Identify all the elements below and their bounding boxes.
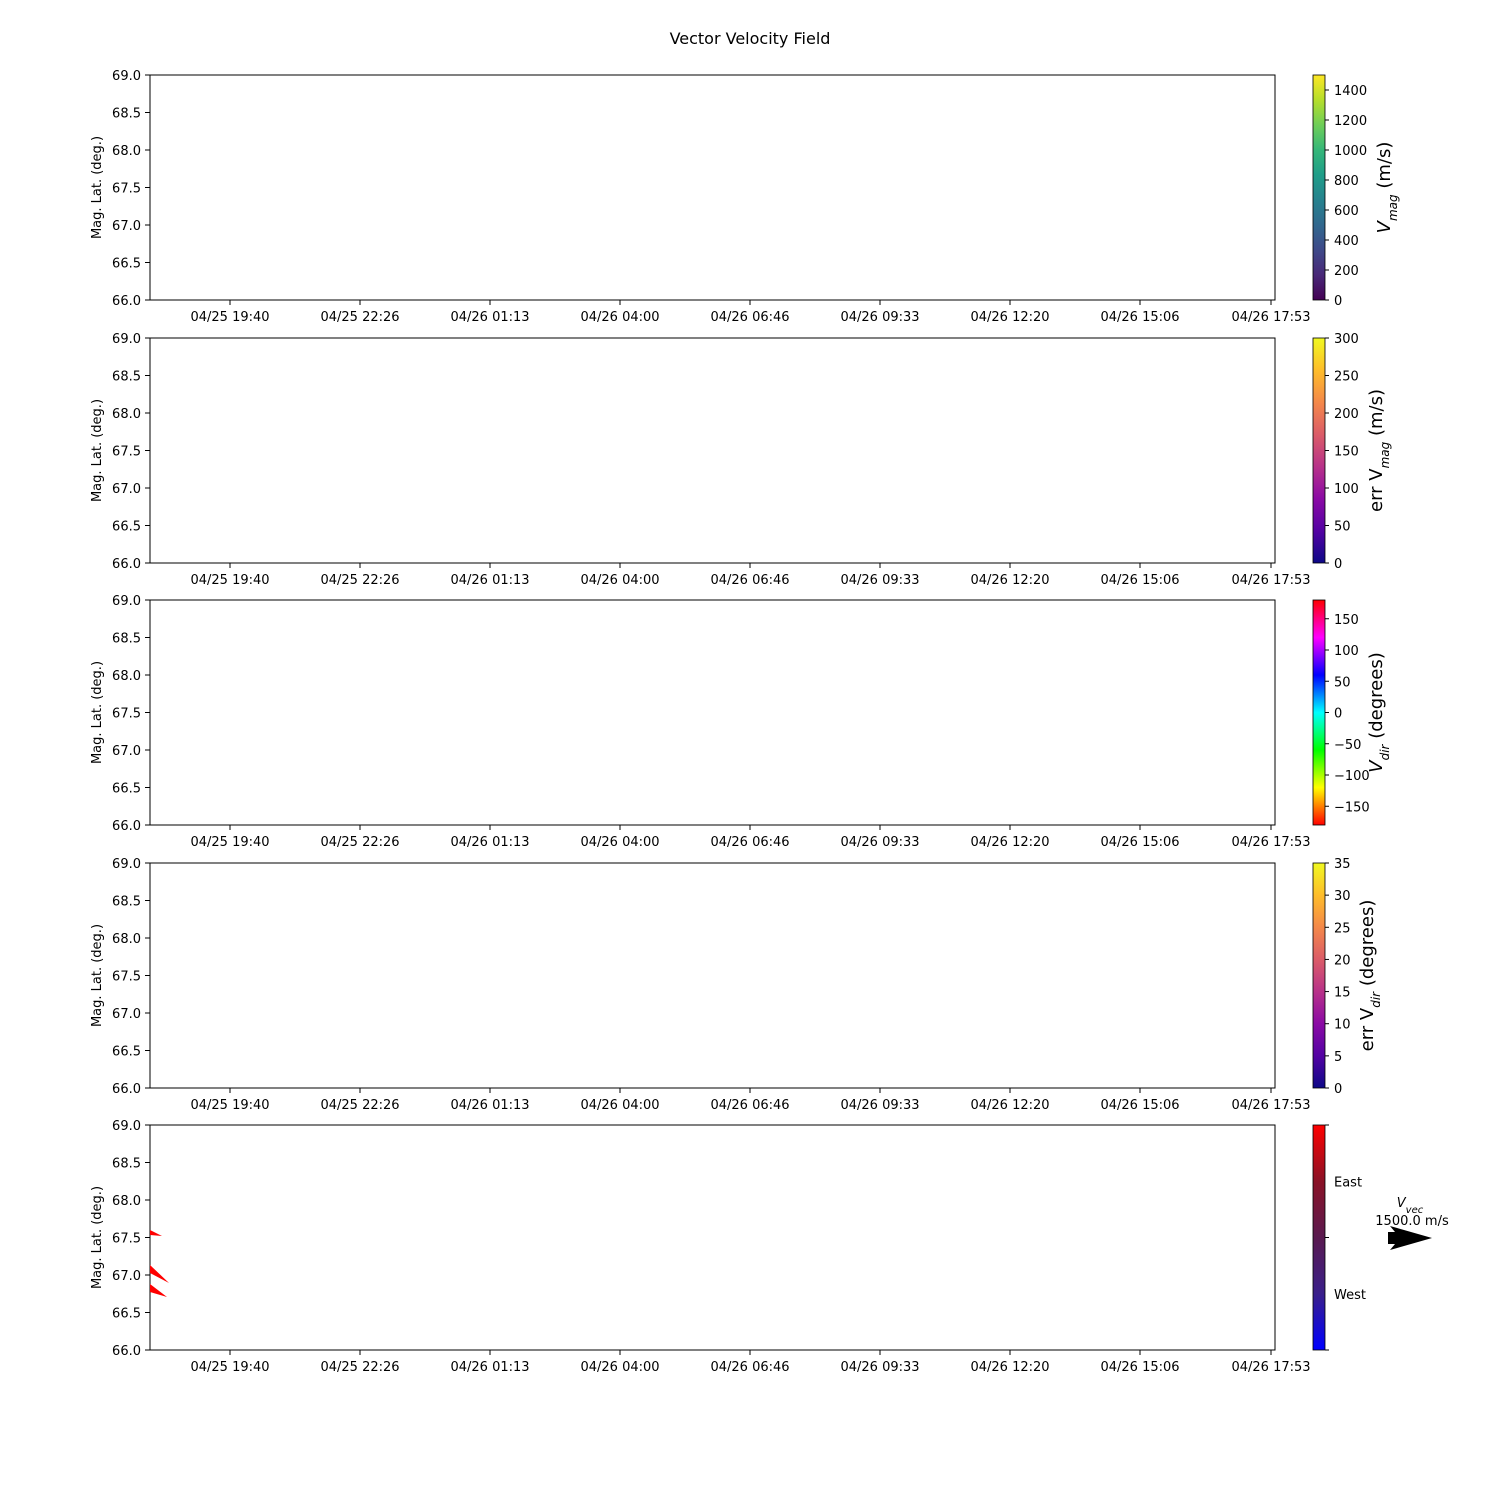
- colorbar-label-main: err V: [1357, 1007, 1378, 1052]
- colorbar-tick-label: 0: [1334, 1082, 1343, 1097]
- x-tick-label: 04/26 17:53: [1231, 1098, 1311, 1113]
- y-tick-label: 68.5: [112, 106, 141, 122]
- x-tick-label: 04/26 17:53: [1231, 835, 1311, 850]
- y-tick-label: 69.0: [112, 594, 141, 609]
- colorbar-tick-label: −100: [1334, 769, 1370, 784]
- y-tick-label: 66.0: [112, 294, 141, 309]
- y-tick-label: 69.0: [112, 332, 141, 347]
- x-tick-label: 04/26 06:46: [710, 1360, 790, 1375]
- colorbar-tick-label: 0: [1334, 706, 1343, 722]
- x-tick-label: 04/26 15:06: [1100, 835, 1180, 850]
- reference-vector-label: 1500.0 m/s: [1375, 1214, 1449, 1229]
- colorbar-tick-label: 1200: [1334, 114, 1368, 129]
- x-tick-label: 04/26 06:46: [710, 835, 790, 850]
- x-tick-label: 04/26 01:13: [450, 835, 530, 850]
- x-tick-label: 04/26 12:20: [970, 310, 1050, 325]
- y-axis-label: Mag. Lat. (deg.): [90, 135, 105, 240]
- plot-area: [150, 338, 1275, 563]
- y-tick-label: 69.0: [112, 69, 141, 84]
- y-tick-label: 66.0: [112, 819, 141, 834]
- colorbar-label-sub: mag: [1378, 441, 1392, 469]
- colorbar: [1313, 600, 1325, 825]
- y-tick-label: 68.0: [112, 932, 141, 947]
- x-tick-label: 04/26 06:46: [710, 573, 790, 588]
- x-tick-label: 04/26 04:00: [580, 1098, 660, 1113]
- colorbar-tick-label: 1000: [1334, 144, 1368, 159]
- colorbar-label-unit: (degrees): [1366, 652, 1387, 745]
- colorbar-tick-label: West: [1334, 1287, 1366, 1303]
- y-tick-label: 67.0: [112, 219, 141, 234]
- colorbar-tick-label: 400: [1334, 234, 1359, 249]
- y-axis-label: Mag. Lat. (deg.): [90, 660, 105, 765]
- y-tick-label: 66.0: [112, 1082, 141, 1097]
- x-tick-label: 04/26 12:20: [970, 1098, 1050, 1113]
- colorbar-label: [1366, 652, 1392, 772]
- reference-vector: [1375, 1196, 1449, 1250]
- y-tick-label: 66.5: [112, 1044, 141, 1060]
- x-tick-label: 04/26 04:00: [580, 1360, 660, 1375]
- colorbar-tick-label: 100: [1334, 644, 1359, 659]
- plot-area: [150, 75, 1275, 300]
- colorbar-label-main: err V: [1366, 468, 1387, 513]
- colorbar-tick-label: −50: [1334, 737, 1362, 753]
- colorbar: [1313, 75, 1325, 300]
- colorbar-label-main: V: [1366, 760, 1387, 773]
- x-tick-label: 04/26 15:06: [1100, 310, 1180, 325]
- x-tick-label: 04/25 22:26: [320, 310, 400, 325]
- colorbar-tick-label: 30: [1334, 889, 1351, 905]
- y-tick-label: 67.5: [112, 181, 141, 197]
- y-tick-label: 68.5: [112, 631, 141, 647]
- reference-vector-arrow: [1388, 1226, 1432, 1250]
- x-tick-label: 04/25 19:40: [190, 835, 270, 850]
- colorbar: [1313, 338, 1325, 563]
- colorbar-label: [1374, 142, 1400, 234]
- colorbar-tick-label: 300: [1334, 332, 1359, 347]
- plot-area: [150, 600, 1275, 825]
- colorbar-label-unit: (m/s): [1374, 141, 1395, 195]
- figure-title: Vector Velocity Field: [669, 29, 831, 48]
- x-tick-label: 04/26 12:20: [970, 573, 1050, 588]
- colorbar: [1313, 1125, 1325, 1350]
- x-tick-label: 04/25 22:26: [320, 1360, 400, 1375]
- colorbar-tick-label: 800: [1334, 174, 1359, 189]
- colorbar-tick-label: 25: [1334, 921, 1351, 937]
- y-tick-label: 66.5: [112, 256, 141, 272]
- y-tick-label: 66.5: [112, 1306, 141, 1322]
- y-tick-label: 68.5: [112, 369, 141, 385]
- y-tick-label: 67.0: [112, 1007, 141, 1022]
- x-tick-label: 04/26 09:33: [840, 1098, 920, 1113]
- panel-1: [90, 69, 1400, 325]
- x-tick-label: 04/26 06:46: [710, 310, 790, 325]
- colorbar-tick-label: 10: [1334, 1017, 1351, 1033]
- colorbar-tick-label: 15: [1334, 985, 1351, 1001]
- x-tick-label: 04/26 01:13: [450, 1098, 530, 1113]
- colorbar-label-sub: dir: [1369, 991, 1383, 1008]
- y-tick-label: 66.5: [112, 519, 141, 535]
- y-tick-label: 66.5: [112, 781, 141, 797]
- y-tick-label: 69.0: [112, 1119, 141, 1134]
- y-tick-label: 68.0: [112, 1194, 141, 1209]
- colorbar-tick-label: −150: [1334, 800, 1370, 816]
- y-tick-label: 68.0: [112, 407, 141, 422]
- x-tick-label: 04/26 09:33: [840, 573, 920, 588]
- y-tick-label: 68.0: [112, 144, 141, 159]
- x-tick-label: 04/26 17:53: [1231, 573, 1311, 588]
- colorbar-tick-label: 50: [1334, 519, 1351, 535]
- x-tick-label: 04/25 19:40: [190, 573, 270, 588]
- colorbar-label-unit: (m/s): [1366, 388, 1387, 442]
- x-tick-label: 04/26 15:06: [1100, 1098, 1180, 1113]
- colorbar-tick-label: East: [1334, 1175, 1363, 1191]
- x-tick-label: 04/26 01:13: [450, 1360, 530, 1375]
- y-tick-label: 66.0: [112, 557, 141, 572]
- colorbar-tick-label: 200: [1334, 407, 1359, 422]
- colorbar-tick-label: 200: [1334, 264, 1359, 279]
- reference-vector-sub: vec: [1405, 1204, 1424, 1216]
- colorbar-label: [1366, 389, 1392, 512]
- y-tick-label: 67.5: [112, 1231, 141, 1247]
- y-tick-label: 68.0: [112, 669, 141, 684]
- x-tick-label: 04/26 04:00: [580, 573, 660, 588]
- x-tick-label: 04/26 06:46: [710, 1098, 790, 1113]
- y-tick-label: 67.5: [112, 706, 141, 722]
- x-tick-label: 04/26 17:53: [1231, 310, 1311, 325]
- panel-5: [90, 1119, 1366, 1375]
- y-tick-label: 66.0: [112, 1344, 141, 1359]
- colorbar-tick-label: 150: [1334, 612, 1359, 628]
- y-tick-label: 67.0: [112, 744, 141, 759]
- colorbar-label-main: V: [1374, 221, 1395, 234]
- x-tick-label: 04/26 04:00: [580, 310, 660, 325]
- x-tick-label: 04/25 19:40: [190, 1360, 270, 1375]
- colorbar-label-sub: mag: [1386, 194, 1400, 222]
- y-tick-label: 67.5: [112, 969, 141, 985]
- x-tick-label: 04/26 01:13: [450, 310, 530, 325]
- colorbar-tick-label: 5: [1334, 1049, 1343, 1065]
- y-tick-label: 67.5: [112, 444, 141, 460]
- colorbar-tick-label: 35: [1334, 857, 1351, 872]
- x-tick-label: 04/25 22:26: [320, 835, 400, 850]
- colorbar-label-unit: (degrees): [1357, 899, 1378, 992]
- y-tick-label: 67.0: [112, 482, 141, 497]
- colorbar-tick-label: 0: [1334, 557, 1343, 572]
- plot-area: [150, 863, 1275, 1088]
- colorbar-tick-label: 100: [1334, 482, 1359, 497]
- y-axis-label: Mag. Lat. (deg.): [90, 398, 105, 503]
- x-tick-label: 04/25 19:40: [190, 310, 270, 325]
- x-tick-label: 04/26 09:33: [840, 1360, 920, 1375]
- colorbar-tick-label: 150: [1334, 444, 1359, 460]
- colorbar-tick-label: 0: [1334, 294, 1343, 309]
- colorbar-label: [1357, 900, 1383, 1052]
- y-tick-label: 67.0: [112, 1269, 141, 1284]
- x-tick-label: 04/26 01:13: [450, 573, 530, 588]
- x-tick-label: 04/26 12:20: [970, 835, 1050, 850]
- y-tick-label: 68.5: [112, 1156, 141, 1172]
- colorbar-tick-label: 600: [1334, 204, 1359, 219]
- colorbar-label-sub: dir: [1378, 744, 1392, 761]
- x-tick-label: 04/26 15:06: [1100, 1360, 1180, 1375]
- colorbar-tick-label: 250: [1334, 369, 1359, 385]
- y-tick-label: 69.0: [112, 857, 141, 872]
- x-tick-label: 04/26 09:33: [840, 835, 920, 850]
- x-tick-label: 04/25 22:26: [320, 1098, 400, 1113]
- y-axis-label: Mag. Lat. (deg.): [90, 923, 105, 1028]
- x-tick-label: 04/26 04:00: [580, 835, 660, 850]
- y-tick-label: 68.5: [112, 894, 141, 910]
- colorbar-tick-label: 20: [1334, 953, 1351, 969]
- panel-3: [90, 594, 1392, 850]
- y-axis-label: Mag. Lat. (deg.): [90, 1185, 105, 1290]
- x-tick-label: 04/25 22:26: [320, 573, 400, 588]
- x-tick-label: 04/26 17:53: [1231, 1360, 1311, 1375]
- x-tick-label: 04/26 15:06: [1100, 573, 1180, 588]
- x-tick-label: 04/25 19:40: [190, 1098, 270, 1113]
- x-tick-label: 04/26 12:20: [970, 1360, 1050, 1375]
- plot-area: [150, 1125, 1275, 1350]
- colorbar-tick-label: 50: [1334, 675, 1351, 691]
- panel-2: [90, 332, 1392, 588]
- panel-4: [90, 857, 1383, 1113]
- x-tick-label: 04/26 09:33: [840, 310, 920, 325]
- reference-vector-symbol: [1397, 1196, 1424, 1216]
- colorbar-tick-label: 1400: [1334, 84, 1368, 99]
- colorbar: [1313, 863, 1325, 1088]
- reference-vector-main: V: [1396, 1196, 1406, 1211]
